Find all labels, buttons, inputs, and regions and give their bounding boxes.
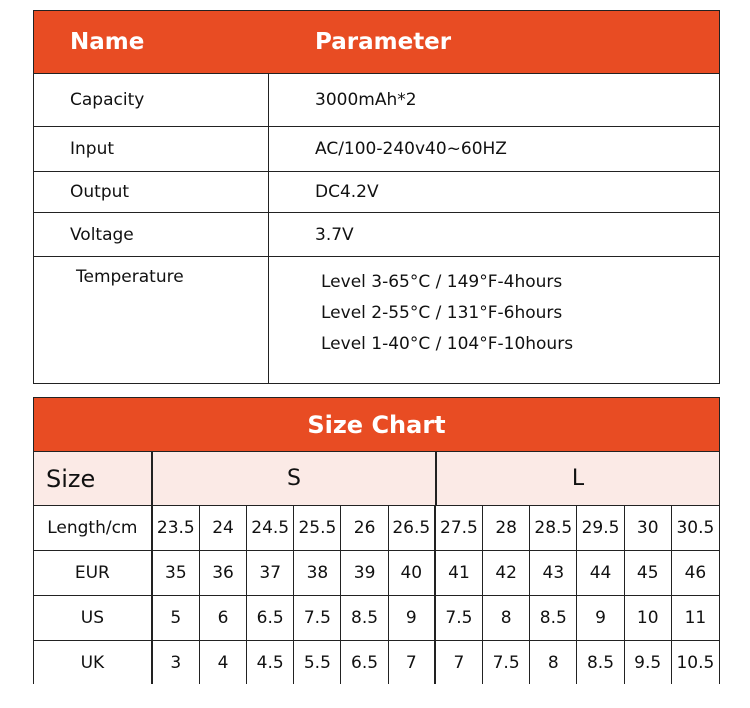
size-row-lengthcm	[34, 505, 719, 550]
size-cell: 28	[483, 506, 530, 550]
spec-header	[34, 11, 719, 73]
spec-value: AC/100-240v40~60HZ	[315, 139, 507, 159]
spec-value: DC4.2V	[315, 182, 379, 202]
size-row-label: EUR	[34, 551, 153, 595]
size-cell: 9	[577, 596, 624, 640]
size-cell: 8	[483, 596, 530, 640]
size-cell: 27.5	[436, 506, 483, 550]
temperature-level: Level 2-55°C / 131°F-6hours	[321, 303, 563, 323]
size-cell: 6	[200, 596, 247, 640]
size-cell: 45	[625, 551, 672, 595]
size-cell: 30	[625, 506, 672, 550]
spec-row-voltage	[34, 212, 719, 256]
size-cell: 4	[200, 641, 247, 684]
size-row-us	[34, 595, 719, 640]
size-cell: 7.5	[294, 596, 341, 640]
size-cell: 7	[436, 641, 483, 684]
size-cell: 46	[684, 563, 707, 583]
size-cell: 42	[483, 551, 530, 595]
spec-value: 3.7V	[315, 224, 354, 245]
size-cell: 36	[200, 551, 247, 595]
size-cell: 8	[530, 641, 577, 684]
size-cell: 3	[153, 641, 200, 684]
spec-name: Capacity	[34, 74, 269, 126]
size-cell: 23.5	[153, 506, 200, 550]
spec-row-output	[34, 171, 719, 212]
size-group-row	[34, 451, 719, 505]
name-header: Name	[70, 29, 145, 55]
spec-row-temperature	[34, 256, 719, 383]
size-cell: 41	[436, 551, 483, 595]
spec-name: Voltage	[34, 213, 269, 256]
size-row-label: Length/cm	[34, 506, 153, 550]
size-chart-title: Size Chart	[34, 398, 719, 451]
size-cell: 43	[530, 551, 577, 595]
size-row-label: UK	[34, 641, 153, 684]
size-label: Size	[34, 452, 153, 505]
size-cell: 6.5	[341, 641, 388, 684]
size-cell: 8.5	[341, 596, 388, 640]
size-row-uk	[34, 640, 719, 684]
size-group-s: S	[153, 452, 437, 505]
spec-value: 3000mAh*2	[315, 90, 417, 110]
spec-table	[33, 10, 720, 384]
spec-name: Output	[34, 172, 269, 212]
size-cell: 7	[389, 641, 436, 684]
size-cell: 30.5	[676, 518, 715, 538]
size-cell: 10	[625, 596, 672, 640]
size-cell: 9.5	[625, 641, 672, 684]
size-cell: 26	[341, 506, 388, 550]
size-cell: 6.5	[247, 596, 294, 640]
size-cell: 5	[153, 596, 200, 640]
size-cell: 25.5	[294, 506, 341, 550]
size-cell: 8.5	[530, 596, 577, 640]
spec-name: Temperature	[34, 257, 269, 383]
size-cell: 38	[294, 551, 341, 595]
spec-row-capacity	[34, 73, 719, 126]
size-cell: 35	[153, 551, 200, 595]
size-cell: 29.5	[577, 506, 624, 550]
size-cell: 7.5	[436, 596, 483, 640]
size-cell: 39	[341, 551, 388, 595]
temperature-levels	[269, 257, 719, 383]
size-cell: 10.5	[676, 652, 715, 673]
size-cell: 5.5	[294, 641, 341, 684]
spec-name: Input	[34, 127, 269, 171]
size-chart-table	[33, 397, 720, 684]
size-cell: 8.5	[577, 641, 624, 684]
temperature-level: Level 1-40°C / 104°F-10hours	[321, 334, 574, 354]
size-cell: 24.5	[247, 506, 294, 550]
size-group-l: L	[571, 466, 585, 491]
size-cell: 44	[577, 551, 624, 595]
temperature-level: Level 3-65°C / 149°F-4hours	[321, 272, 563, 292]
size-cell: 9	[389, 596, 436, 640]
size-cell: 7.5	[483, 641, 530, 684]
size-cell: 26.5	[389, 506, 436, 550]
size-cell: 11	[684, 608, 707, 628]
size-row-label: US	[34, 596, 153, 640]
size-cell: 4.5	[247, 641, 294, 684]
spec-row-input	[34, 126, 719, 171]
parameter-header: Parameter	[315, 29, 452, 55]
size-cell: 37	[247, 551, 294, 595]
size-row-eur	[34, 550, 719, 595]
size-cell: 28.5	[530, 506, 577, 550]
size-cell: 40	[389, 551, 436, 595]
size-cell: 24	[200, 506, 247, 550]
